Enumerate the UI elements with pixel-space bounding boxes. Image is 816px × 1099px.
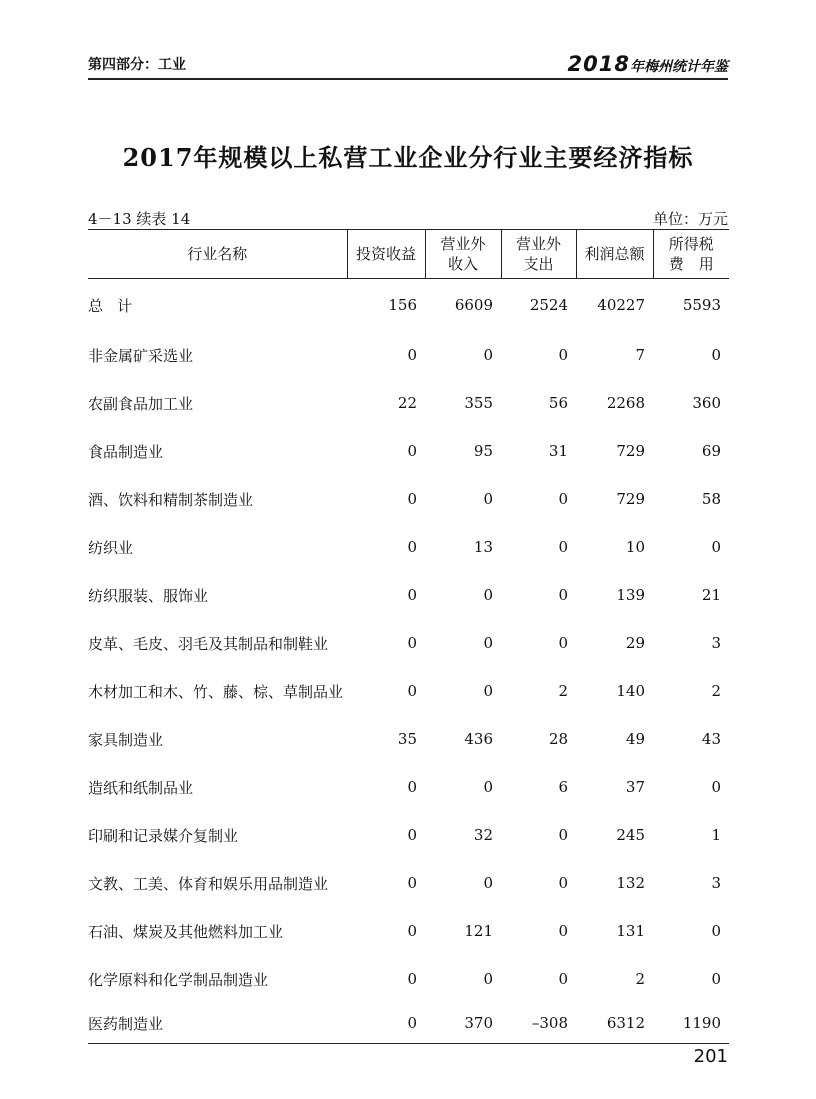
cell-non-operating-expense: 0 [558, 874, 568, 892]
cell-investment-income: 0 [407, 970, 417, 988]
data-table [88, 229, 729, 1044]
cell-non-operating-expense: 0 [558, 586, 568, 604]
cell-investment-income: 0 [407, 538, 417, 556]
cell-non-operating-income: 121 [464, 922, 493, 940]
cell-total-profit: 2 [635, 970, 645, 988]
cell-total-profit: 29 [625, 634, 645, 652]
row-name: 造纸和纸制品业 [88, 778, 194, 797]
cell-non-operating-expense: 0 [558, 970, 568, 988]
row-name: 木材加工和木、竹、藤、棕、草制品业 [88, 682, 344, 701]
page-title: 2017年规模以上私营工业企业分行业主要经济指标 [122, 143, 694, 172]
col-header-line: 费 用 [668, 255, 714, 273]
row-name: 酒、饮料和精制茶制造业 [88, 490, 254, 509]
cell-non-operating-expense: –308 [501, 1003, 576, 1044]
row-name: 医药制造业 [88, 1003, 347, 1044]
col-header-total-profit: 利润总额 [576, 230, 653, 279]
running-header [88, 52, 728, 80]
cell-non-operating-income: 13 [473, 538, 493, 556]
cell-investment-income: 0 [407, 874, 417, 892]
row-name: 印刷和记录媒介复制业 [88, 826, 239, 845]
cell-total-profit: 245 [616, 826, 645, 844]
cell-total-profit: 6312 [576, 1003, 653, 1044]
cell-total-profit: 140 [616, 682, 645, 700]
cell-income-tax: 1 [711, 826, 721, 844]
table-row [88, 475, 729, 523]
page-number: 201 [693, 1046, 728, 1067]
cell-total-profit: 49 [625, 730, 645, 748]
cell-total-profit: 132 [616, 874, 645, 892]
cell-non-operating-expense: 0 [558, 538, 568, 556]
cell-total-profit: 7 [635, 346, 645, 364]
cell-income-tax: 43 [701, 730, 721, 748]
row-name: 纺织服装、服饰业 [88, 586, 209, 605]
table-row [88, 955, 729, 1003]
cell-income-tax: 0 [711, 970, 721, 988]
table-row [88, 811, 729, 859]
cell-non-operating-expense: 0 [558, 346, 568, 364]
cell-investment-income: 0 [347, 1003, 425, 1044]
cell-non-operating-income: 0 [483, 346, 493, 364]
cell-non-operating-income: 95 [473, 442, 493, 460]
cell-investment-income: 35 [397, 730, 417, 748]
cell-total-profit: 131 [616, 922, 645, 940]
cell-non-operating-expense: 0 [558, 634, 568, 652]
cell-income-tax: 58 [701, 490, 721, 508]
table-meta [88, 208, 728, 228]
section-label: 第四部分：工业 [88, 57, 186, 73]
cell-non-operating-income: 6609 [454, 296, 493, 314]
cell-income-tax: 2 [711, 682, 721, 700]
cell-non-operating-income: 0 [483, 682, 493, 700]
col-header-investment-income: 投资收益 [347, 230, 425, 279]
cell-non-operating-expense: 0 [558, 922, 568, 940]
col-header-line: 所得税 [668, 235, 714, 253]
cell-non-operating-expense: 2524 [529, 296, 568, 314]
cell-income-tax: 0 [711, 346, 721, 364]
row-name: 石油、煤炭及其他燃料加工业 [88, 922, 284, 941]
cell-investment-income: 0 [407, 778, 417, 796]
table-row-total [88, 279, 729, 332]
table-row [88, 571, 729, 619]
cell-investment-income: 156 [388, 296, 417, 314]
cell-income-tax: 21 [701, 586, 721, 604]
cell-total-profit: 37 [625, 778, 645, 796]
cell-income-tax: 3 [711, 634, 721, 652]
cell-total-profit: 139 [616, 586, 645, 604]
yearbook-label [568, 52, 728, 76]
cell-investment-income: 0 [407, 346, 417, 364]
cell-investment-income: 0 [407, 682, 417, 700]
yearbook-year: 2018 [567, 52, 630, 76]
cell-total-profit: 2268 [606, 394, 645, 412]
col-header-non-operating-income [425, 230, 501, 279]
cell-total-profit: 729 [616, 490, 645, 508]
cell-total-profit: 10 [625, 538, 645, 556]
cell-non-operating-expense: 28 [548, 730, 568, 748]
cell-non-operating-expense: 0 [558, 826, 568, 844]
cell-non-operating-income: 0 [483, 586, 493, 604]
cell-total-profit: 40227 [597, 296, 645, 314]
cell-income-tax: 0 [711, 922, 721, 940]
row-name: 总计 [88, 296, 147, 315]
cell-investment-income: 0 [407, 442, 417, 460]
yearbook-name: 年梅州统计年鉴 [630, 59, 728, 75]
cell-non-operating-income: 0 [483, 490, 493, 508]
table-row [88, 763, 729, 811]
col-header-name: 行业名称 [88, 230, 347, 279]
col-header-line: 支出 [523, 255, 554, 273]
table-row [88, 619, 729, 667]
row-name: 食品制造业 [88, 442, 164, 461]
cell-non-operating-expense: 2 [558, 682, 568, 700]
cell-non-operating-income: 355 [464, 394, 493, 412]
table-row [88, 331, 729, 379]
cell-investment-income: 0 [407, 922, 417, 940]
cell-investment-income: 0 [407, 586, 417, 604]
cell-income-tax: 5593 [682, 296, 721, 314]
col-header-income-tax [653, 230, 729, 279]
row-name: 家具制造业 [88, 730, 164, 749]
cell-income-tax: 69 [701, 442, 721, 460]
cell-non-operating-expense: 6 [558, 778, 568, 796]
cell-investment-income: 0 [407, 490, 417, 508]
row-name: 皮革、毛皮、羽毛及其制品和制鞋业 [88, 634, 329, 653]
header-row [88, 230, 729, 279]
cell-non-operating-income: 0 [483, 634, 493, 652]
row-name: 纺织业 [88, 538, 134, 557]
row-name: 化学原料和化学制品制造业 [88, 970, 269, 989]
cell-non-operating-income: 0 [483, 970, 493, 988]
cell-investment-income: 22 [397, 394, 417, 412]
col-header-line: 收入 [447, 255, 478, 273]
table-row [88, 859, 729, 907]
col-header-non-operating-expense [501, 230, 576, 279]
col-header-line: 营业外 [515, 235, 561, 253]
cell-non-operating-expense: 0 [558, 490, 568, 508]
cell-total-profit: 729 [616, 442, 645, 460]
cell-non-operating-income: 0 [483, 778, 493, 796]
cell-income-tax: 1190 [653, 1003, 729, 1044]
row-name: 农副食品加工业 [88, 394, 194, 413]
cell-income-tax: 0 [711, 538, 721, 556]
table-row [88, 667, 729, 715]
row-name: 文教、工美、体育和娱乐用品制造业 [88, 874, 329, 893]
table-row [88, 427, 729, 475]
cell-investment-income: 0 [407, 826, 417, 844]
table-row [88, 907, 729, 955]
cell-non-operating-expense: 56 [548, 394, 568, 412]
cell-non-operating-income: 32 [473, 826, 493, 844]
table-row [88, 523, 729, 571]
row-name: 非金属矿采选业 [88, 346, 194, 365]
cell-income-tax: 3 [711, 874, 721, 892]
cell-income-tax: 360 [692, 394, 721, 412]
table-row [88, 379, 729, 427]
table-row [88, 715, 729, 763]
cell-investment-income: 0 [407, 634, 417, 652]
cell-income-tax: 0 [711, 778, 721, 796]
cell-non-operating-income: 436 [464, 730, 493, 748]
cell-non-operating-income: 0 [483, 874, 493, 892]
col-header-line: 营业外 [440, 235, 486, 253]
unit-label: 单位：万元 [652, 210, 728, 228]
cell-non-operating-income: 370 [425, 1003, 501, 1044]
cell-non-operating-expense: 31 [548, 442, 568, 460]
table-row [88, 1003, 729, 1044]
table-number: 4－13 续表 14 [88, 210, 191, 228]
